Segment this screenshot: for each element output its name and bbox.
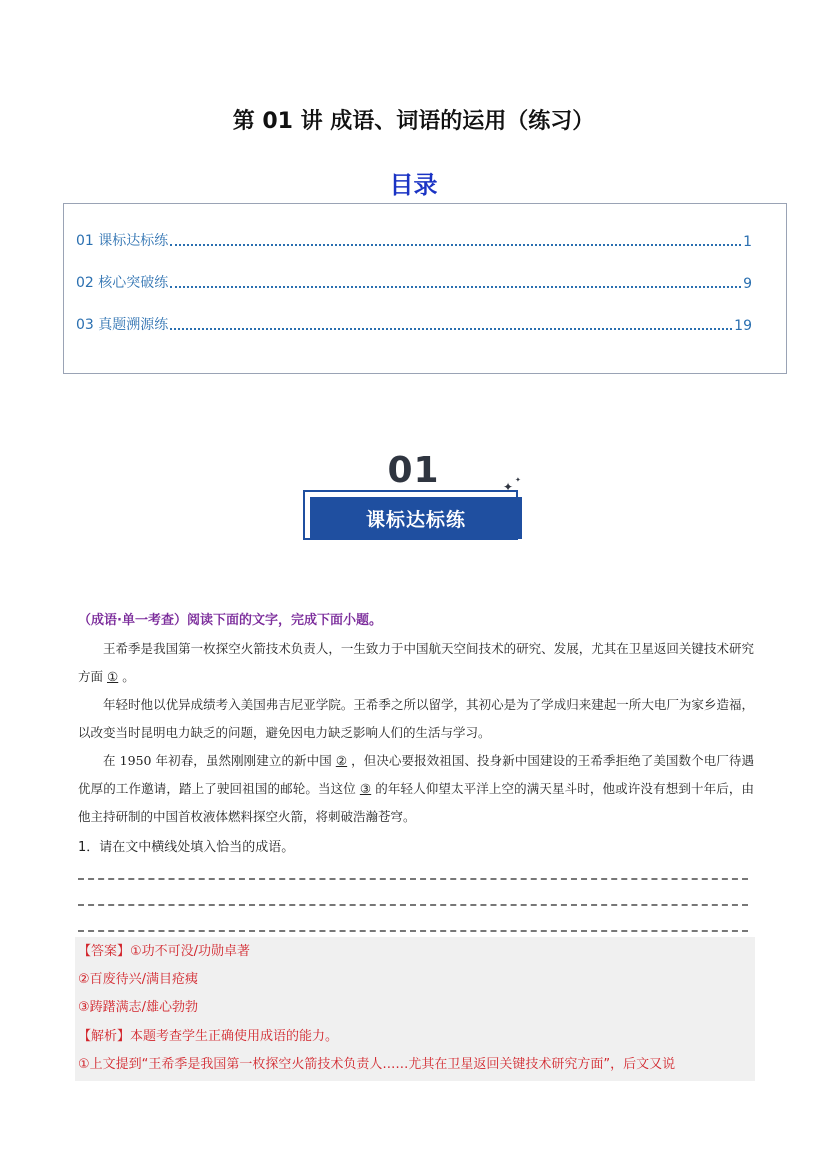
passage-paragraph: 年轻时他以优异成绩考入美国弗吉尼亚学院。王希季之所以留学，其初心是为了学成归来建起一所大电厂为家乡造福，以改变当时昆明电力缺乏的问题，避免因电力缺乏影响人们的生活与学习。 bbox=[78, 697, 754, 740]
toc-item-label: 02 核心突破练 bbox=[76, 275, 169, 291]
answer-text: ③踌躇满志/雄心勃勃 bbox=[78, 1000, 199, 1015]
passage-paragraph bbox=[78, 747, 754, 831]
toc-item-page: 9 bbox=[743, 276, 752, 292]
passage-text: 在 1950 年初春，虽然刚刚建立的新中国 bbox=[103, 753, 332, 768]
passage-text: 。 bbox=[122, 669, 135, 684]
analysis-text: ①上文提到“王希季是我国第一枚探空火箭技术负责人……尤其在卫星返回关键技术研究方面”，后文又说 bbox=[78, 1057, 676, 1072]
toc-item[interactable] bbox=[76, 314, 752, 334]
answer-line[interactable] bbox=[78, 930, 748, 932]
section-number: 01 bbox=[387, 450, 440, 491]
question-header: （成语·单一考查）阅读下面的文字，完成下面小题。 bbox=[78, 613, 382, 628]
toc-heading: 目录 bbox=[389, 171, 438, 199]
toc-leader bbox=[170, 327, 732, 330]
page-title: 第 01 讲 成语、词语的运用（练习） bbox=[232, 109, 595, 134]
answer-text: ②百废待兴/满目疮痍 bbox=[78, 972, 199, 987]
section-banner: 课标达标练 bbox=[310, 497, 522, 539]
toc-item-page: 1 bbox=[743, 234, 752, 250]
toc-leader bbox=[170, 243, 741, 246]
sparkle-icon: ✦ bbox=[515, 476, 521, 484]
toc-box bbox=[63, 203, 787, 374]
toc-leader bbox=[170, 285, 741, 288]
toc-item-label: 03 真题溯源练 bbox=[76, 317, 169, 333]
toc-item[interactable] bbox=[76, 230, 752, 250]
question-instruction: 1．请在文中横线处填入恰当的成语。 bbox=[78, 840, 295, 855]
toc-item-page: 19 bbox=[734, 318, 752, 334]
sparkle-icon: ✦ bbox=[503, 480, 514, 494]
analysis-text: 【解析】本题考查学生正确使用成语的能力。 bbox=[78, 1029, 339, 1044]
fill-blank: ① bbox=[107, 669, 119, 684]
answer-text: 【答案】①功不可没/功勋卓著 bbox=[78, 944, 251, 959]
passage-text: 王希季是我国第一枚探空火箭技术负责人，一生致力于中国航天空间技术的研究、发展，尤其在卫星返回关键技术研究方面 bbox=[78, 641, 754, 684]
toc-item[interactable] bbox=[76, 272, 752, 292]
passage-text: 的年轻人仰望太平洋上空的满天星斗时，他或许没有想到十年后，由他主持研制的中国首枚液体燃料探空火箭，将刺破浩瀚苍穹。 bbox=[78, 781, 754, 824]
fill-blank: ③ bbox=[359, 781, 372, 796]
toc-item-label: 01 课标达标练 bbox=[76, 233, 169, 249]
passage-paragraph bbox=[78, 635, 754, 691]
fill-blank: ② bbox=[335, 753, 348, 768]
answer-line[interactable] bbox=[78, 904, 748, 906]
answer-line[interactable] bbox=[78, 878, 748, 880]
passage-text: ，但决心要报效祖国、投身新中国建设的王希季拒绝了美国数个电厂待遇优厚的工作邀请，踏上了驶回祖国的邮轮。当这位 bbox=[78, 753, 754, 796]
